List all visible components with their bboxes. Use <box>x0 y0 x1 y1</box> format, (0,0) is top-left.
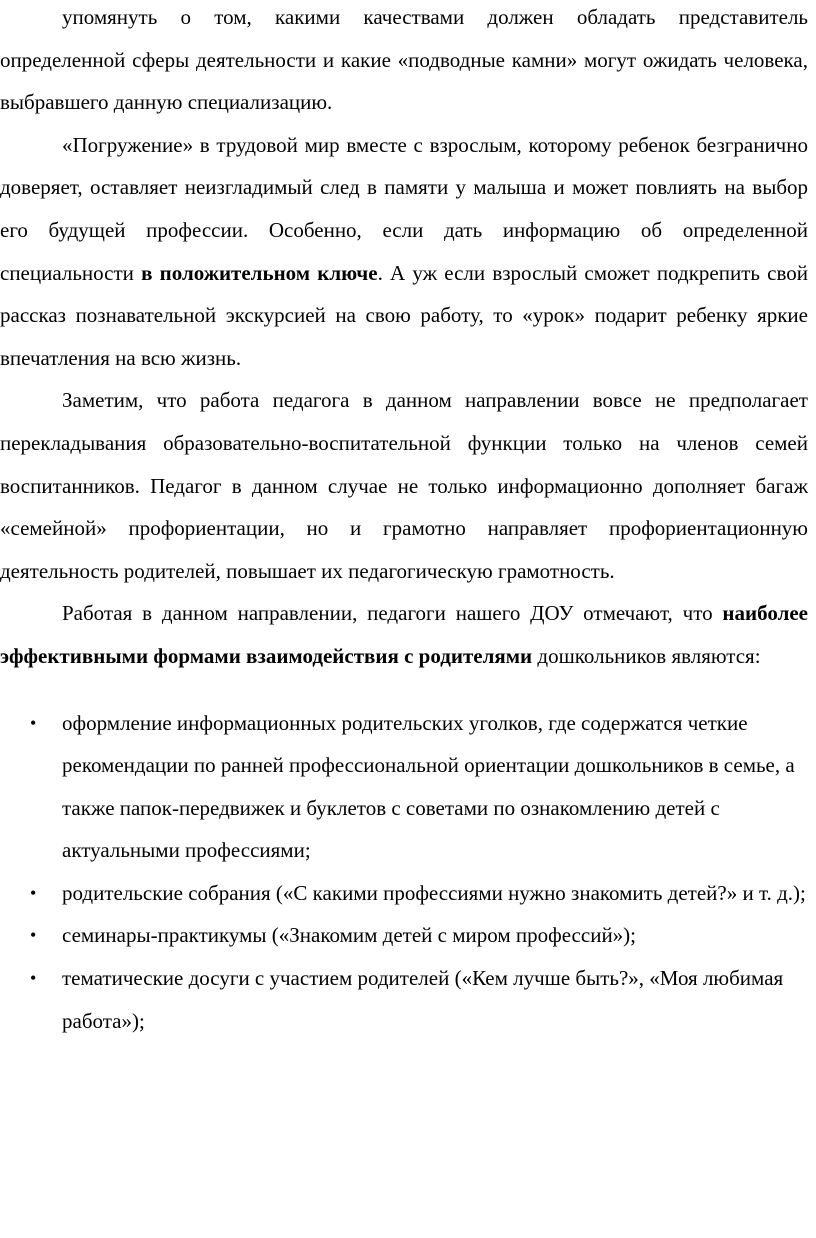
paragraph-text: Заметим, что работа педагога в данном направлении вовсе не предполагает перекладывания образовательно-воспитательной функции только на членов семей воспитанников. Педагог в данном случае не только информационно дополняет багаж «семейной» профориентации, но и грамотно направляет профориентационную деятельность родителей, повышает их педагогическую грамотность. <box>0 388 808 583</box>
bullet-list <box>0 702 808 1043</box>
paragraph-continuation <box>0 0 808 124</box>
paragraph-forms-intro <box>0 592 808 677</box>
paragraph-teacher-role <box>0 379 808 592</box>
list-item-text: семинары-практикумы («Знакомим детей с миром профессий»); <box>62 923 637 948</box>
list-item <box>0 702 808 872</box>
bullet-icon: • <box>30 882 37 903</box>
list-item <box>0 957 808 1042</box>
list-item <box>0 914 808 957</box>
paragraph-text: «Погружение» в трудовой мир вместе с взрослым, которому ребенок безгранично доверяет, оставляет неизгладимый след в памяти у малыша и может повлиять на выбор его будущей профессии. Особенно, если дать информацию об определенной специальности <box>0 132 808 285</box>
list-item <box>0 872 808 915</box>
emphasis-text: в положительном ключе <box>141 260 378 285</box>
paragraph-text: Работая в данном направлении, педагоги нашего ДОУ отмечают, что <box>62 601 723 626</box>
paragraph-text: упомянуть о том, какими качествами должен обладать представитель определенной сферы деятельности и какие «подводные камни» могут ожидать человека, выбравшего данную специализацию. <box>0 5 808 115</box>
list-item-text: оформление информационных родительских уголков, где содержатся четкие рекомендации по ранней профессиональной ориентации дошкольников в семье, а также папок-передвижек и буклетов с советами по ознакомлению детей с актуальными профессиями; <box>62 710 795 863</box>
list-item-text: тематические досуги с участием родителей («Кем лучше быть?», «Моя любимая работа»); <box>62 966 784 1033</box>
list-item-text: родительские собрания («С какими профессиями нужно знакомить детей?» и т. д.); <box>62 880 806 905</box>
bullet-icon: • <box>30 712 37 733</box>
bullet-icon: • <box>30 968 37 989</box>
paragraph-immersion <box>0 124 808 380</box>
paragraph-text: дошкольников являются: <box>532 643 761 668</box>
spacer <box>0 678 808 702</box>
emphasis-text: наиболее эффективными формами взаимодействия с родителями <box>0 601 808 668</box>
bullet-icon: • <box>30 925 37 946</box>
paragraph-text: . А уж если взрослый сможет подкрепить свой рассказ познавательной экскурсией на свою работу, то «урок» подарит ребенку яркие впечатления на всю жизнь. <box>0 260 808 370</box>
